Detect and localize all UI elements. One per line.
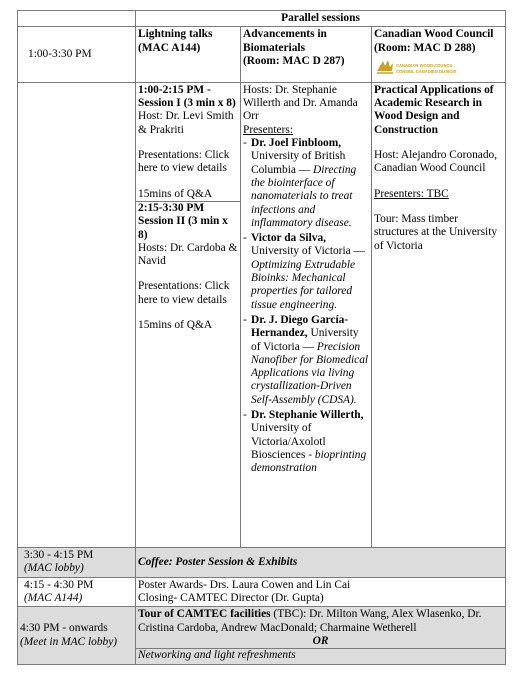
talk-item: - Dr. J. Diego García-Hernandez, University of Victoria — Precision Nanofiber for Biomedical Applications via living crystallization-Driven Self-Assembly (CDSA). [243,314,369,407]
tour-text-cell [136,607,506,664]
session-2-title: 2:15-3:30 PM Session II (3 min x 8) [138,201,228,241]
awards-line-1: Poster Awards- Drs. Laura Cowen and Lin Cai [138,578,351,591]
time-1: 1:00-3:30 PM [18,27,136,83]
presenters-label: Presenters: [243,123,293,136]
parallel-sessions-heading: Parallel sessions [136,11,506,27]
coffee-time: 3:30 - 4:15 PM [24,548,94,561]
header-row [18,11,506,27]
cwc-session-title: Practical Applications of Academic Research in Wood Design and Construction [374,83,494,136]
svg-text:CONSEIL CANADIEN DU BOIS: CONSEIL CANADIEN DU BOIS [396,68,457,74]
talk-item: - Dr. Stephanie Willerth, University of Victoria/Axolotl Biosciences - bioprinting demonstration [243,409,369,475]
session-1-qa: 15mins of Q&A [138,187,213,200]
cwc-room: (Room: MAC D 288) [374,41,476,54]
tour-place: (Meet in MAC lobby) [20,635,118,648]
biomaterials-hosts: Hosts: Dr. Stephanie Willerth and Dr. Amanda Orr [243,83,358,123]
tour-label: Tour of CAMTEC facilities [138,608,271,621]
track-title-row [18,27,506,83]
cwc-details [372,82,506,547]
tour-details: (TBC): Dr. Milton Wang, Alex Wlasenko, Dr. Cristina Cardoba, Andrew MacDonald; Charmaine Wetherell [138,608,482,634]
session-2-host: Hosts: Dr. Cardoba & Navid [138,241,238,268]
session-detail-row [18,82,506,547]
biomaterials-heading [241,27,372,83]
cwc-heading [372,27,506,83]
networking-text: Networking and light refreshments [136,648,505,662]
lightning-title: Lightning talks [138,28,213,41]
header-empty-cell [18,11,136,27]
session-1-presentations-link[interactable]: Presentations: Click here to view details [138,149,230,175]
talk-item: - Victor da Silva, University of Victoria — Optimizing Extrudable Bioinks: Mechanical properties for tailored tissue engineering. [243,232,369,312]
cwc-presenters: Presenters: TBC [374,187,449,200]
cwc-host: Host: Alejandro Coronado, Canadian Wood Council [374,149,498,175]
tour-description [138,608,503,635]
awards-line-2: Closing- CAMTEC Director (Dr. Gupta) [138,592,324,605]
session-1-host: Host: Dr. Levi Smith & Prakriti [138,110,234,136]
tour-time: 4:30 PM - onwards [20,622,108,635]
talk-item: - Dr. Joel Finbloom, University of British Columbia — Directing the biointerface of nanomaterials to treat infections and inflammatory disease. [243,137,369,230]
schedule-table [17,10,506,665]
talk-list [243,137,369,475]
svg-text:CANADIAN WOOD COUNCIL: CANADIAN WOOD COUNCIL [396,62,454,68]
coffee-text: Coffee: Poster Session & Exhibits [136,547,506,577]
tour-row [18,607,506,664]
biomaterials-details [241,82,372,547]
awards-text-cell [136,577,506,607]
or-separator: OR [312,635,329,648]
canadian-wood-council-logo [374,57,457,81]
cwc-title: Canadian Wood Council [374,28,494,41]
lightning-heading [136,27,241,83]
coffee-row [18,547,506,577]
awards-place: (MAC A144) [24,592,83,605]
lightning-room: (MAC A144) [138,41,201,54]
biomaterials-title: Advancements in Biomaterials [243,28,327,54]
awards-time: 4:15 - 4:30 PM [24,578,94,591]
tour-time-cell [18,607,136,664]
session-1-title: 1:00-2:15 PM - Session I (3 min x 8) [138,83,236,110]
session-2-qa: 15mins of Q&A [138,319,213,332]
lightning-details [136,82,241,547]
biomaterials-room: (Room: MAC D 287) [243,54,345,67]
awards-row [18,577,506,607]
coffee-time-cell [18,547,136,577]
coffee-place: (MAC lobby) [24,562,84,575]
time-empty-cell [18,82,136,547]
session-2-presentations-link[interactable]: Presentations: Click here to view details [138,280,230,306]
awards-time-cell [18,577,136,607]
cwc-tour: Tour: Mass timber structures at the University of Victoria [374,212,498,252]
